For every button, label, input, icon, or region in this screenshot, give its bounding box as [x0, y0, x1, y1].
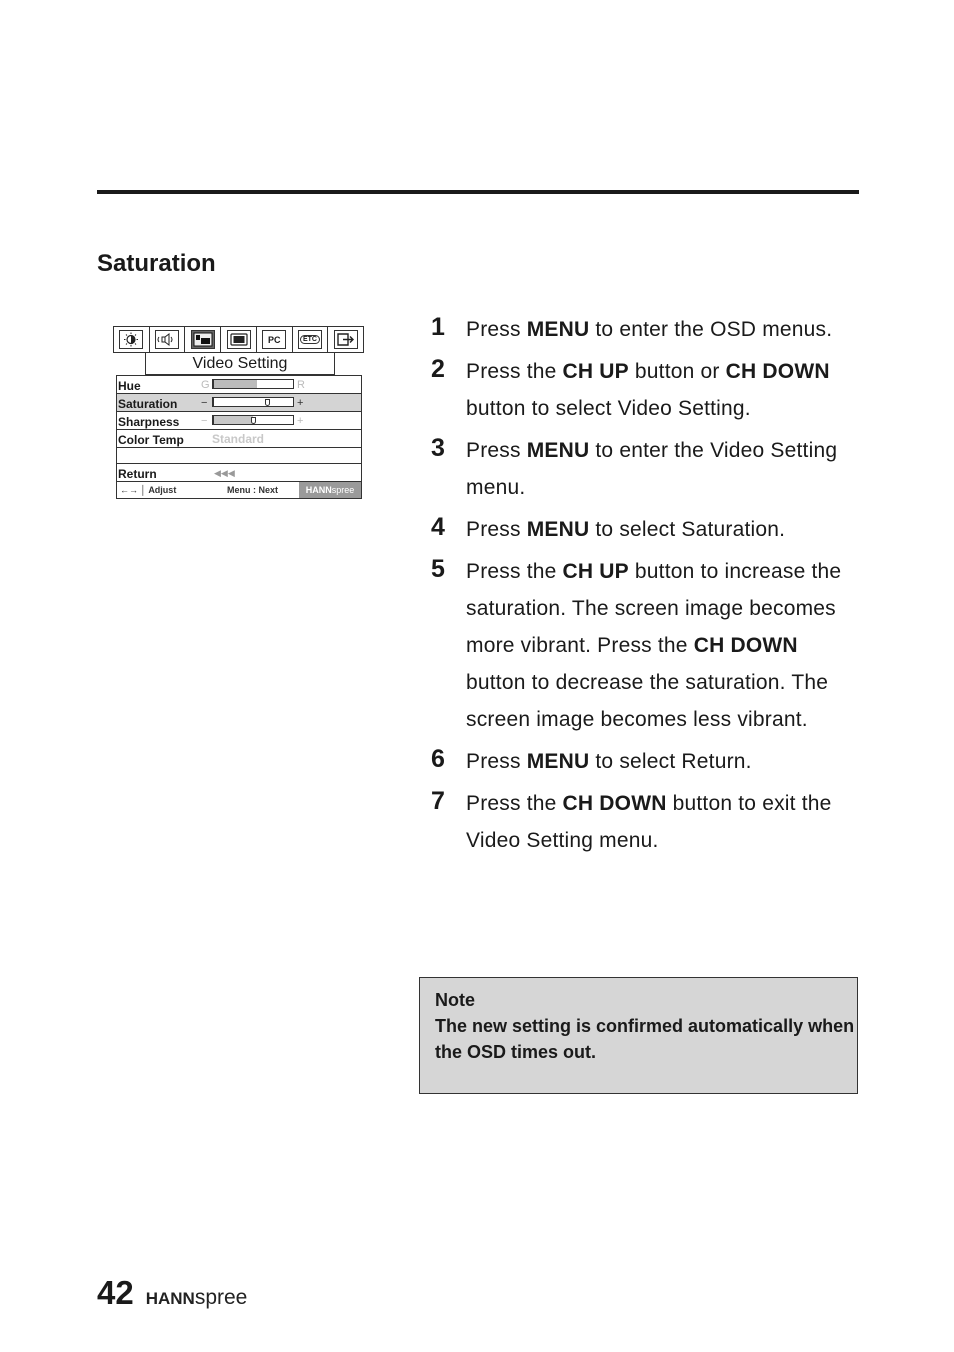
osd-menu-next-hint: Menu : Next	[227, 485, 279, 495]
osd-icon-bar	[113, 326, 364, 353]
hue-slider	[212, 379, 294, 389]
osd-row-sharpness	[117, 412, 361, 430]
slider-knob-icon	[265, 399, 270, 406]
brightness-icon	[121, 332, 141, 347]
osd-brand-logo: HANNspree	[299, 482, 361, 498]
page-footer	[97, 1274, 247, 1312]
osd-row-label: Return	[118, 467, 157, 481]
osd-row-label: Saturation	[118, 397, 178, 411]
exit-icon	[336, 332, 356, 347]
osd-tab-pc	[257, 327, 293, 352]
page-number: 42	[97, 1274, 134, 1311]
note-text: The new setting is confirmed automatically when the OSD times out.	[435, 1016, 855, 1062]
top-rule	[97, 190, 859, 194]
video-icon	[193, 332, 213, 347]
step-item: 3 Press MENU to enter the Video Setting menu.	[431, 432, 851, 506]
osd-tab-brightness	[114, 327, 150, 352]
osd-nav-hint: ←→ │ Adjust	[120, 485, 177, 495]
pc-icon: PC	[267, 334, 281, 345]
step-item: 2 Press the CH UP button or CH DOWN button to select Video Setting.	[431, 353, 851, 427]
step-item: 7 Press the CH DOWN button to exit the Video Setting menu.	[431, 785, 851, 859]
osd-tab-etc	[293, 327, 329, 352]
osd-row-label: Hue	[118, 379, 141, 393]
tv-icon	[229, 332, 249, 347]
step-number: 2	[431, 355, 446, 383]
sharpness-slider	[212, 415, 294, 425]
osd-row-hue	[117, 376, 361, 394]
osd-tab-audio	[150, 327, 186, 352]
osd-row-label: Color Temp	[118, 433, 184, 447]
osd-footer	[117, 482, 361, 498]
step-number: 7	[431, 787, 446, 815]
step-item: 1 Press MENU to enter the OSD menus.	[431, 311, 851, 348]
saturation-slider	[212, 397, 294, 407]
step-item: 5 Press the CH UP button to increase the saturation. The screen image becomes more vibrant. Press the CH DOWN button to decrease the saturation. The screen image becomes less vibrant.	[431, 553, 851, 738]
sharpness-plus-label: +	[297, 415, 304, 427]
step-number: 5	[431, 555, 446, 583]
saturation-plus-label: +	[297, 397, 304, 409]
step-number: 3	[431, 434, 446, 462]
osd-row-saturation	[117, 394, 361, 412]
note-box	[419, 977, 858, 1094]
osd-row-blank	[117, 448, 361, 464]
etc-icon: ETC	[300, 335, 320, 344]
note-title: Note	[435, 990, 475, 1010]
osd-row-return	[117, 464, 361, 482]
hue-right-label: R	[297, 379, 305, 391]
audio-icon	[157, 332, 177, 347]
osd-row-label: Sharpness	[118, 415, 180, 429]
hue-left-label: G	[201, 379, 210, 391]
left-right-arrows-icon: ←→ │	[120, 485, 147, 495]
osd-menu-illustration	[113, 326, 364, 499]
brand-logo: HANNspree	[145, 1286, 248, 1309]
osd-title: Video Setting	[145, 353, 335, 375]
sharpness-minus-label: −	[201, 415, 208, 427]
osd-row-color-temp	[117, 430, 361, 448]
osd-tab-tv	[221, 327, 257, 352]
return-arrows-icon: ◀◀◀	[214, 468, 235, 478]
steps-list	[431, 311, 851, 864]
step-item: 4 Press MENU to select Saturation.	[431, 511, 851, 548]
step-number: 4	[431, 513, 446, 541]
slider-knob-icon	[251, 417, 256, 424]
osd-tab-video	[185, 327, 221, 352]
step-number: 1	[431, 313, 446, 341]
step-number: 6	[431, 745, 446, 773]
osd-tab-exit	[328, 327, 363, 352]
osd-settings-table	[116, 375, 362, 499]
saturation-minus-label: −	[201, 397, 208, 409]
color-temp-value: Standard	[212, 432, 265, 446]
section-title: Saturation	[97, 250, 216, 277]
step-item: 6 Press MENU to select Return.	[431, 743, 851, 780]
